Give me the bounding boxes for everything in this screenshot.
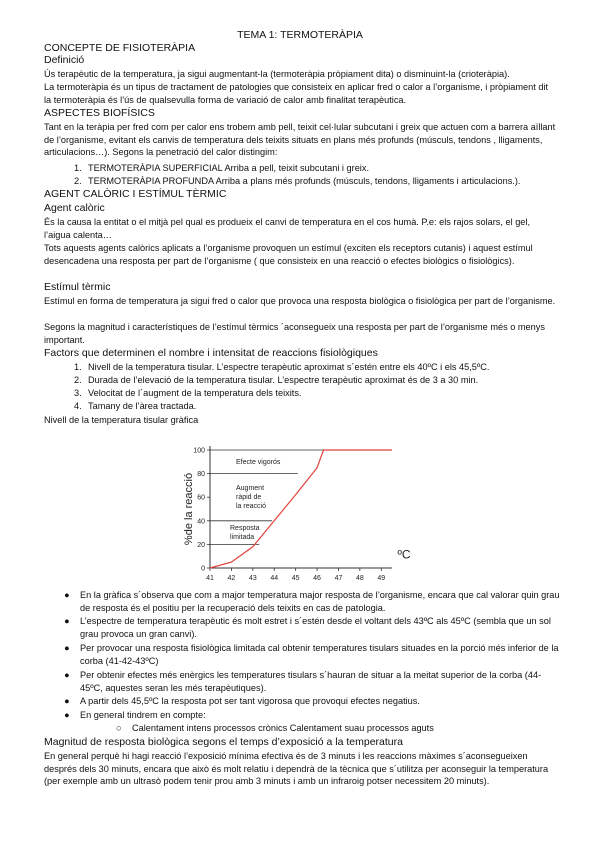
y-axis-label: %de la reacció bbox=[183, 472, 195, 546]
y-tick-label: 80 bbox=[197, 471, 205, 479]
y-tick-label: 60 bbox=[197, 494, 205, 502]
section-heading-factors: Factors que determinen el nombre i intensitat de reaccions fisiològiques bbox=[44, 347, 378, 359]
bullet-text: A partir dels 45,5ºC la resposta pot ser tant vigorosa que provoqui efectes negatius. bbox=[80, 696, 420, 706]
bullet-item bbox=[64, 615, 562, 640]
list-item bbox=[74, 374, 479, 387]
page-title: TEMA 1: TERMOTERÀPIA bbox=[237, 29, 363, 41]
bullet-text: Per provocar una resposta fisiològica limitada cal obtenir temperatures tisulars situades en la porció més inferior de la corba (41-42-43ºC) bbox=[80, 643, 559, 666]
x-tick-label: 48 bbox=[355, 575, 364, 582]
band-label: Augment ràpid de la reacció bbox=[236, 485, 266, 511]
list-text: Velocitat de l´augment de la temperatura dels teixits. bbox=[88, 388, 302, 398]
y-tick-label: 0 bbox=[201, 565, 205, 573]
bullet-text: En general tindrem en compte: bbox=[80, 710, 206, 720]
list-number: 2. bbox=[74, 375, 82, 385]
graph-label: Nivell de la temperatura tisular gràfica bbox=[44, 415, 199, 425]
list-number: 4. bbox=[74, 401, 82, 411]
paragraph-termoterapia: La termoteràpia és un tipus de tractament de patologies que consisteix en aplicar fred o calor a l’organisme, i pròpiament dit la termoteràpia és l’ús de qualsevulla forma de variació de calor amb finalitat terapèutica. bbox=[44, 82, 549, 105]
subheading-definicio: Definició bbox=[44, 54, 85, 66]
x-tick-label: 49 bbox=[377, 575, 386, 582]
bullet-text: Per obtenir efectes més enèrgics les temperatures tisulars s´hauran de situar a la meitat superior de la corba (44-45ºC, aquestes seran les més terapèutiques). bbox=[80, 670, 542, 693]
paragraph-magnitud: Segons la magnitud i característiques de l’estímul tèrmics ´aconsegueix una resposta per part de l’organisme més o menys important. bbox=[44, 322, 545, 345]
x-tick-label: 45 bbox=[291, 575, 300, 582]
bullet-item bbox=[64, 709, 562, 722]
paragraph-temps: En general perquè hi hagi reacció l’exposició mínima efectiva és de 3 minuts i les reaccions màximes s´aconsegueixen després dels 30 minuts, encara que això és molt relatiu i dependrà de la tècnica que s´utilitza per aconseguir la temperatura (per exemple amb un ultrasò podem tenir prou amb 3 minuts i amb un infraroig potser necessitem 20 minuts). bbox=[44, 751, 549, 786]
x-axis-label: ºC bbox=[397, 547, 411, 562]
list-number: 1. bbox=[74, 362, 82, 372]
subheading-agent-caloric: Agent calòric bbox=[44, 202, 105, 214]
bullet-dot-icon: ● bbox=[64, 696, 70, 706]
x-tick-label: 43 bbox=[248, 575, 257, 582]
bullet-item bbox=[64, 589, 562, 614]
list-item bbox=[74, 387, 302, 400]
bullet-dot-icon: ● bbox=[64, 616, 70, 626]
list-item bbox=[74, 361, 490, 374]
list-text: Durada de l’elevació de la temperatura tisular. L’espectre terapèutic aproximat és de 3 a 30 min. bbox=[88, 375, 479, 385]
x-tick-label: 46 bbox=[313, 575, 321, 582]
sub-bullet-item bbox=[116, 722, 434, 735]
list-text: Nivell de la temperatura tisular. L’espectre terapèutic aproximat s´estén entre els 40ºC i els 45,5ºC. bbox=[88, 362, 490, 372]
list-number: 2. bbox=[74, 176, 82, 186]
y-tick-label: 40 bbox=[197, 518, 205, 526]
list-item bbox=[74, 175, 521, 188]
bullet-item bbox=[64, 695, 562, 708]
section-heading-aspectes: ASPECTES BIOFÍSICS bbox=[44, 107, 155, 119]
temperature-response-chart bbox=[170, 436, 430, 586]
section-heading-temps: Magnitud de resposta biològica segons el temps d’exposició a la temperatura bbox=[44, 736, 403, 748]
band-label: Efecte vigorós bbox=[236, 458, 281, 466]
x-tick-label: 47 bbox=[334, 575, 343, 582]
section-heading-concepte: CONCEPTE DE FISIOTERÀPIA bbox=[44, 42, 196, 54]
paragraph-aspectes: Tant en la teràpia per fred com per calor ens trobem amb pell, teixit cel·lular subcutani i greix que actuen com a barrera aïllant de l’organisme, evitant els canvis de temperatura dels teixits situats en plans més profunds (músculs, tendons , lligaments, articulacions…). Segons la penetració del calor distingim: bbox=[44, 122, 556, 157]
y-tick-label: 20 bbox=[197, 541, 205, 549]
list-item bbox=[74, 400, 197, 413]
list-number: 3. bbox=[74, 388, 82, 398]
list-text: TERMOTERÀPIA SUPERFICIAL Arriba a pell, teixit subcutani i greix. bbox=[88, 163, 369, 173]
paragraph-definicio: Ús terapèutic de la temperatura, ja sigui augmentant-la (termoteràpia pròpiament dita) o disminuint-la (crioteràpia). bbox=[44, 69, 510, 79]
x-tick-label: 41 bbox=[206, 575, 214, 582]
list-item bbox=[74, 162, 369, 175]
bullet-text: L’espectre de temperatura terapèutic és molt estret i s´estén desde el voltant dels 43ºC als 45ºC (sembla que un sol grau provoca un gran canvi). bbox=[80, 616, 551, 639]
list-text: Tamany de l’àrea tractada. bbox=[88, 401, 197, 411]
bullet-dot-icon: ● bbox=[64, 670, 70, 680]
bullet-dot-icon: ● bbox=[64, 590, 70, 600]
list-number: 1. bbox=[74, 163, 82, 173]
x-tick-label: 44 bbox=[270, 575, 279, 582]
list-text: TERMOTERÀPIA PROFUNDA Arriba a plans més profunds (músculs, tendons, lligaments i articulacions.). bbox=[88, 176, 521, 186]
bullet-text: En la gràfica s´observa que com a major temperatura major resposta de l’organisme, encara que cal valorar quin grau de resposta és el positiu per la recuperació dels teixits en cas de patologia. bbox=[80, 590, 560, 613]
circle-bullet-icon: ○ bbox=[116, 723, 122, 733]
sub-bullet-text: Calentament intens processos crònics Calentament suau processos aguts bbox=[132, 723, 434, 733]
subheading-estimul-termic: Estímul tèrmic bbox=[44, 281, 111, 293]
bullet-item bbox=[64, 669, 562, 694]
paragraph-estimul: Estímul en forma de temperatura ja sigui fred o calor que provoca una resposta biològica o fisiològica per part de l’organisme. bbox=[44, 296, 556, 306]
band-label: Resposta limitada bbox=[230, 525, 260, 542]
bullet-dot-icon: ● bbox=[64, 643, 70, 653]
bullet-dot-icon: ● bbox=[64, 710, 70, 720]
paragraph-agents: Tots aquests agents calòrics aplicats a l’organisme provoquen un estímul (exciten els receptors cutanis) i aquest estímul desencadena una resposta per part de l’organisme ( que consisteix en una reacció o efectes biològics o fisiològics). bbox=[44, 243, 533, 266]
bullet-item bbox=[64, 642, 562, 667]
paragraph-agent-caloric: És la causa la entitat o el mitjà pel qual es produeix el canvi de temperatura en el cos humà. P.e: els rajos solars, el gel, l’aigua calenta… bbox=[44, 217, 531, 240]
section-heading-agent: AGENT CALÒRIC I ESTÍMUL TÈRMIC bbox=[44, 188, 227, 200]
y-tick-label: 100 bbox=[193, 447, 205, 455]
x-tick-label: 42 bbox=[227, 575, 236, 582]
